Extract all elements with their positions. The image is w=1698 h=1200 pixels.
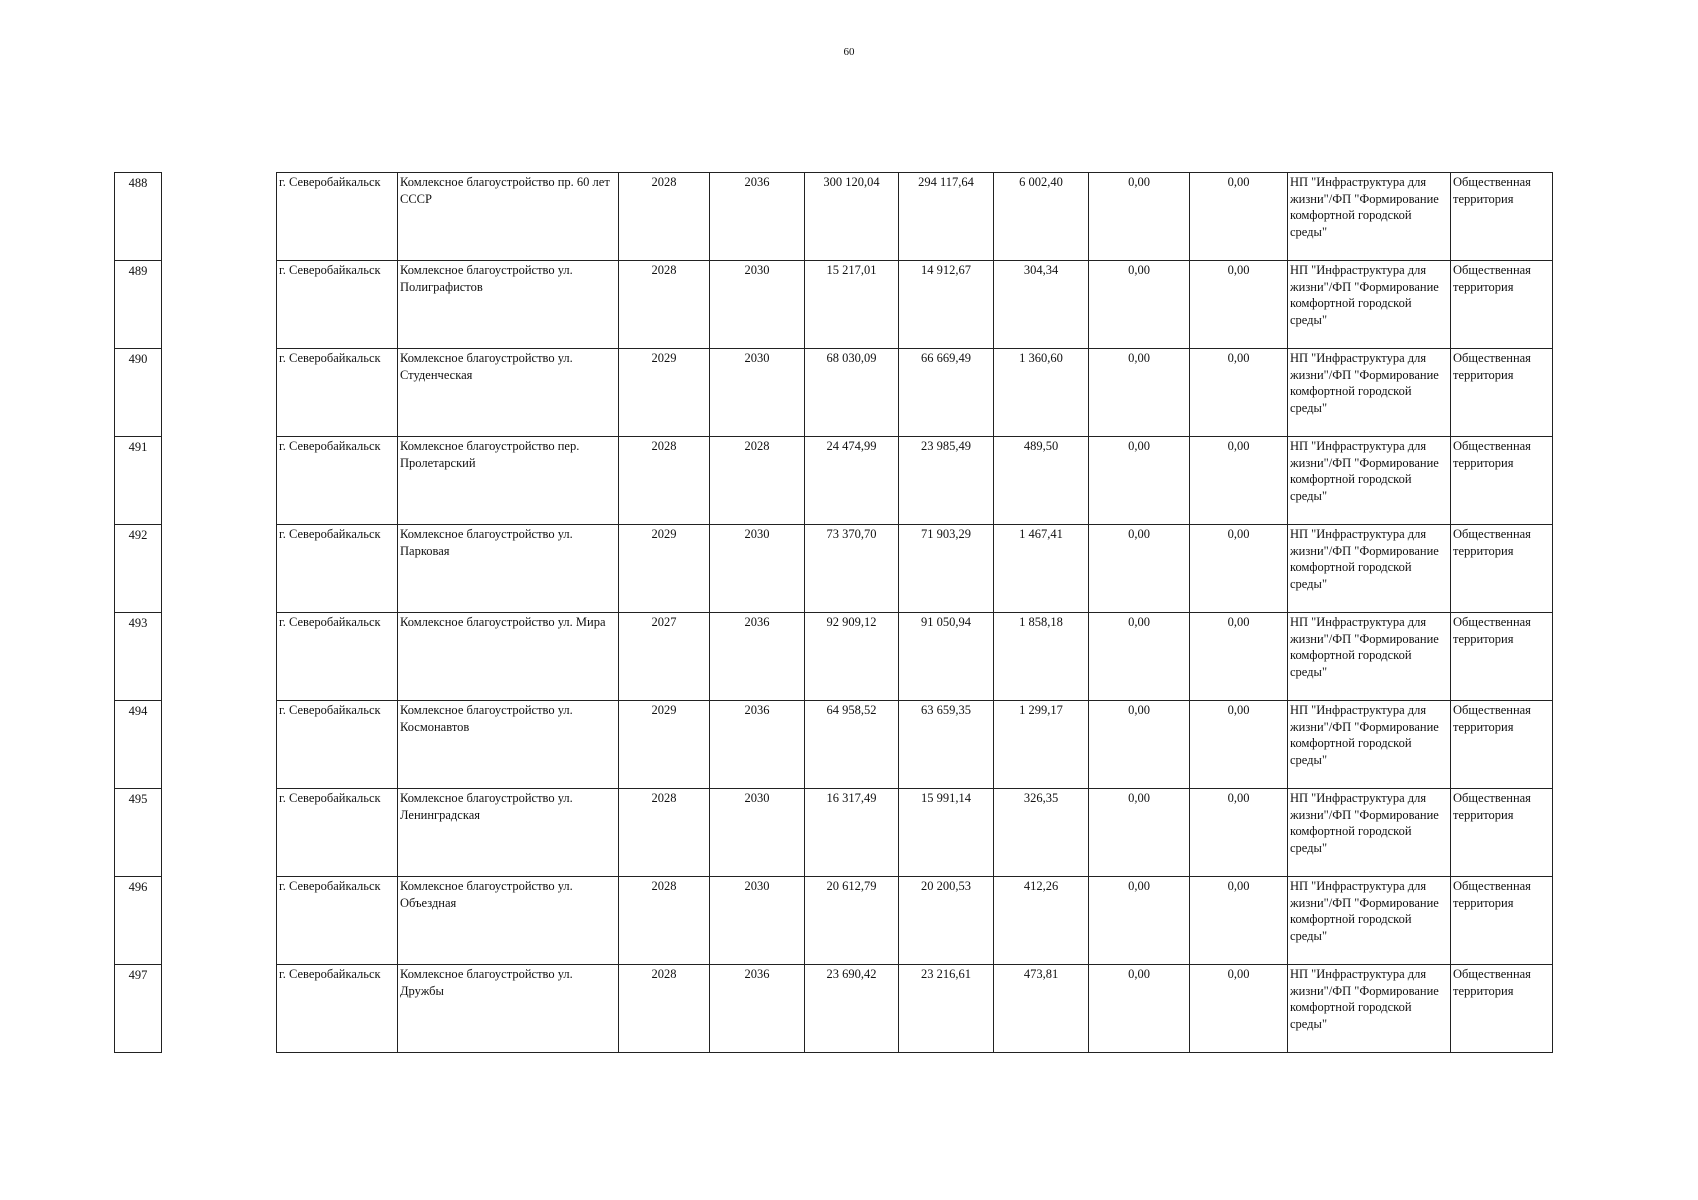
regional-budget-cell: 326,35 — [994, 789, 1089, 877]
federal-budget-cell: 63 659,35 — [899, 701, 994, 789]
table-row — [277, 437, 1553, 525]
end-year-cell: 2036 — [710, 613, 805, 701]
total-cost-cell: 24 474,99 — [805, 437, 899, 525]
table-row — [277, 613, 1553, 701]
row-number: 489 — [115, 261, 161, 349]
start-year-cell: 2028 — [619, 965, 710, 1053]
end-year-cell: 2036 — [710, 965, 805, 1053]
end-year-cell: 2030 — [710, 877, 805, 965]
regional-budget-cell: 412,26 — [994, 877, 1089, 965]
table-row — [277, 965, 1553, 1053]
row-number: 496 — [115, 877, 161, 965]
regional-budget-cell: 1 858,18 — [994, 613, 1089, 701]
start-year-cell: 2029 — [619, 701, 710, 789]
program-cell: НП "Инфраструктура для жизни"/ФП "Формирование комфортной городской среды" — [1288, 877, 1451, 965]
row-number: 491 — [115, 437, 161, 525]
program-cell: НП "Инфраструктура для жизни"/ФП "Формирование комфортной городской среды" — [1288, 261, 1451, 349]
federal-budget-cell: 14 912,67 — [899, 261, 994, 349]
program-cell: НП "Инфраструктура для жизни"/ФП "Формирование комфортной городской среды" — [1288, 613, 1451, 701]
row-number: 492 — [115, 525, 161, 613]
total-cost-cell: 92 909,12 — [805, 613, 899, 701]
row-number: 494 — [115, 701, 161, 789]
territory-type-cell: Общественная территория — [1451, 349, 1553, 437]
start-year-cell: 2027 — [619, 613, 710, 701]
program-cell: НП "Инфраструктура для жизни"/ФП "Формирование комфортной городской среды" — [1288, 437, 1451, 525]
start-year-cell: 2028 — [619, 261, 710, 349]
other-sources-cell: 0,00 — [1190, 437, 1288, 525]
end-year-cell: 2030 — [710, 525, 805, 613]
local-budget-cell: 0,00 — [1089, 261, 1190, 349]
local-budget-cell: 0,00 — [1089, 525, 1190, 613]
federal-budget-cell: 66 669,49 — [899, 349, 994, 437]
territory-type-cell: Общественная территория — [1451, 877, 1553, 965]
territory-type-cell: Общественная территория — [1451, 525, 1553, 613]
local-budget-cell: 0,00 — [1089, 701, 1190, 789]
project-name-cell: Комлексное благоустройство пр. 60 лет СССР — [398, 173, 619, 261]
start-year-cell: 2029 — [619, 349, 710, 437]
regional-budget-cell: 304,34 — [994, 261, 1089, 349]
program-cell: НП "Инфраструктура для жизни"/ФП "Формирование комфортной городской среды" — [1288, 525, 1451, 613]
city-cell: г. Северобайкальск — [277, 701, 398, 789]
city-cell: г. Северобайкальск — [277, 965, 398, 1053]
other-sources-cell: 0,00 — [1190, 349, 1288, 437]
local-budget-cell: 0,00 — [1089, 613, 1190, 701]
end-year-cell: 2036 — [710, 173, 805, 261]
local-budget-cell: 0,00 — [1089, 349, 1190, 437]
project-name-cell: Комлексное благоустройство ул. Полиграфистов — [398, 261, 619, 349]
federal-budget-cell: 91 050,94 — [899, 613, 994, 701]
other-sources-cell: 0,00 — [1190, 613, 1288, 701]
project-name-cell: Комлексное благоустройство ул. Объездная — [398, 877, 619, 965]
other-sources-cell: 0,00 — [1190, 877, 1288, 965]
row-number: 495 — [115, 789, 161, 877]
local-budget-cell: 0,00 — [1089, 965, 1190, 1053]
local-budget-cell: 0,00 — [1089, 789, 1190, 877]
territory-type-cell: Общественная территория — [1451, 613, 1553, 701]
program-cell: НП "Инфраструктура для жизни"/ФП "Формирование комфортной городской среды" — [1288, 349, 1451, 437]
city-cell: г. Северобайкальск — [277, 173, 398, 261]
program-cell: НП "Инфраструктура для жизни"/ФП "Формирование комфортной городской среды" — [1288, 701, 1451, 789]
city-cell: г. Северобайкальск — [277, 437, 398, 525]
row-number: 493 — [115, 613, 161, 701]
total-cost-cell: 15 217,01 — [805, 261, 899, 349]
start-year-cell: 2028 — [619, 437, 710, 525]
federal-budget-cell: 20 200,53 — [899, 877, 994, 965]
territory-type-cell: Общественная территория — [1451, 789, 1553, 877]
city-cell: г. Северобайкальск — [277, 789, 398, 877]
start-year-cell: 2029 — [619, 525, 710, 613]
page-number: 60 — [843, 46, 855, 58]
start-year-cell: 2028 — [619, 789, 710, 877]
total-cost-cell: 73 370,70 — [805, 525, 899, 613]
end-year-cell: 2028 — [710, 437, 805, 525]
start-year-cell: 2028 — [619, 173, 710, 261]
other-sources-cell: 0,00 — [1190, 261, 1288, 349]
regional-budget-cell: 1 467,41 — [994, 525, 1089, 613]
federal-budget-cell: 294 117,64 — [899, 173, 994, 261]
project-name-cell: Комлексное благоустройство ул. Парковая — [398, 525, 619, 613]
other-sources-cell: 0,00 — [1190, 173, 1288, 261]
city-cell: г. Северобайкальск — [277, 349, 398, 437]
project-name-cell: Комлексное благоустройство ул. Космонавтов — [398, 701, 619, 789]
projects-table — [276, 172, 1553, 1053]
start-year-cell: 2028 — [619, 877, 710, 965]
federal-budget-cell: 23 216,61 — [899, 965, 994, 1053]
territory-type-cell: Общественная территория — [1451, 261, 1553, 349]
regional-budget-cell: 6 002,40 — [994, 173, 1089, 261]
total-cost-cell: 20 612,79 — [805, 877, 899, 965]
other-sources-cell: 0,00 — [1190, 965, 1288, 1053]
total-cost-cell: 64 958,52 — [805, 701, 899, 789]
city-cell: г. Северобайкальск — [277, 613, 398, 701]
table-row — [277, 877, 1553, 965]
table-row — [277, 701, 1553, 789]
end-year-cell: 2030 — [710, 261, 805, 349]
row-number: 490 — [115, 349, 161, 437]
territory-type-cell: Общественная территория — [1451, 173, 1553, 261]
end-year-cell: 2036 — [710, 701, 805, 789]
project-name-cell: Комлексное благоустройство ул. Ленинградская — [398, 789, 619, 877]
end-year-cell: 2030 — [710, 789, 805, 877]
federal-budget-cell: 15 991,14 — [899, 789, 994, 877]
city-cell: г. Северобайкальск — [277, 877, 398, 965]
local-budget-cell: 0,00 — [1089, 877, 1190, 965]
table-row — [277, 789, 1553, 877]
project-name-cell: Комлексное благоустройство пер. Пролетарский — [398, 437, 619, 525]
regional-budget-cell: 1 299,17 — [994, 701, 1089, 789]
local-budget-cell: 0,00 — [1089, 437, 1190, 525]
total-cost-cell: 68 030,09 — [805, 349, 899, 437]
other-sources-cell: 0,00 — [1190, 525, 1288, 613]
federal-budget-cell: 23 985,49 — [899, 437, 994, 525]
total-cost-cell: 300 120,04 — [805, 173, 899, 261]
project-name-cell: Комлексное благоустройство ул. Студенческая — [398, 349, 619, 437]
table-row — [277, 349, 1553, 437]
other-sources-cell: 0,00 — [1190, 789, 1288, 877]
table-row — [277, 261, 1553, 349]
program-cell: НП "Инфраструктура для жизни"/ФП "Формирование комфортной городской среды" — [1288, 965, 1451, 1053]
territory-type-cell: Общественная территория — [1451, 965, 1553, 1053]
end-year-cell: 2030 — [710, 349, 805, 437]
table-row — [277, 173, 1553, 261]
regional-budget-cell: 1 360,60 — [994, 349, 1089, 437]
row-number: 497 — [115, 965, 161, 1053]
table-row — [277, 525, 1553, 613]
row-number-column — [114, 172, 162, 1053]
city-cell: г. Северобайкальск — [277, 525, 398, 613]
total-cost-cell: 23 690,42 — [805, 965, 899, 1053]
other-sources-cell: 0,00 — [1190, 701, 1288, 789]
federal-budget-cell: 71 903,29 — [899, 525, 994, 613]
territory-type-cell: Общественная территория — [1451, 701, 1553, 789]
project-name-cell: Комлексное благоустройство ул. Мира — [398, 613, 619, 701]
program-cell: НП "Инфраструктура для жизни"/ФП "Формирование комфортной городской среды" — [1288, 173, 1451, 261]
project-name-cell: Комлексное благоустройство ул. Дружбы — [398, 965, 619, 1053]
regional-budget-cell: 473,81 — [994, 965, 1089, 1053]
row-number: 488 — [115, 173, 161, 261]
local-budget-cell: 0,00 — [1089, 173, 1190, 261]
regional-budget-cell: 489,50 — [994, 437, 1089, 525]
territory-type-cell: Общественная территория — [1451, 437, 1553, 525]
total-cost-cell: 16 317,49 — [805, 789, 899, 877]
program-cell: НП "Инфраструктура для жизни"/ФП "Формирование комфортной городской среды" — [1288, 789, 1451, 877]
city-cell: г. Северобайкальск — [277, 261, 398, 349]
